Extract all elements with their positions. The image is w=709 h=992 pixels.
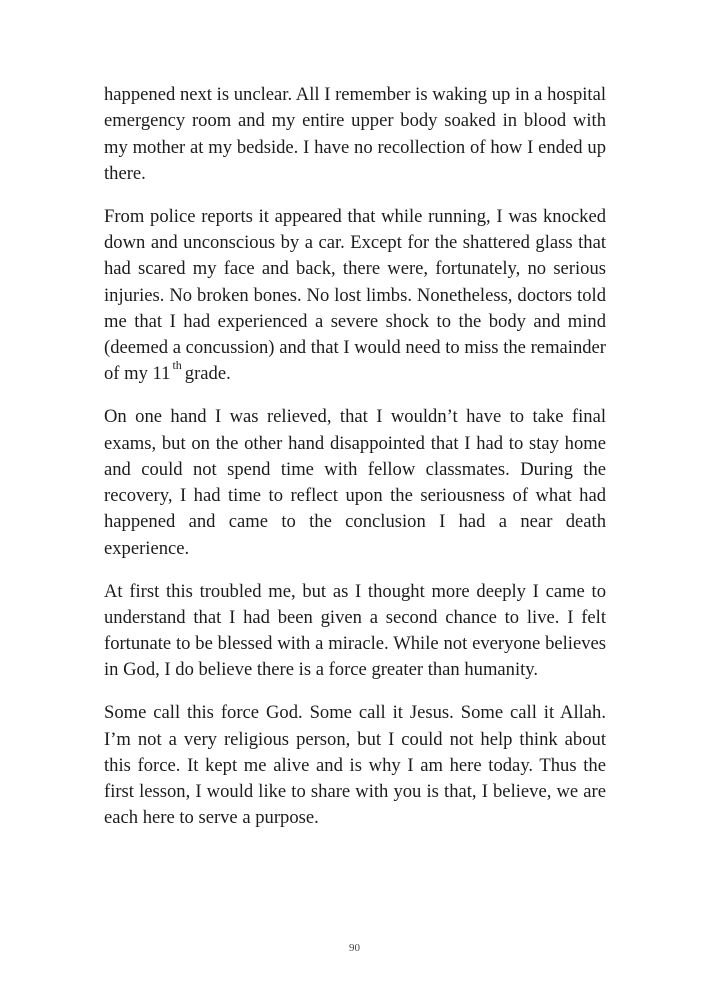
paragraph-3: On one hand I was relieved, that I wouldn’t have to take final exams, but on the other hand disappointed that I had to stay home and could not spend time with fellow classmates. During the recovery, I had time to reflect upon the seriousness of what had happened and came to the conclusion I had a near death experience. — [104, 406, 606, 559]
paragraph-1: happened next is unclear. All I remember is waking up in a hospital emergency room and my entire upper body soaked in blood with my mother at my bedside. I have no recollection of how I ended up there. — [104, 84, 606, 184]
body-text — [104, 82, 606, 848]
paragraph-2-end: grade. — [184, 363, 231, 385]
page-number: 90 — [349, 942, 360, 954]
paragraph-4: At first this troubled me, but as I thought more deeply I came to understand that I had been given a second chance to live. I felt fortunate to be blessed with a miracle. While not everyone believes in God, I do believe there is a force greater than humanity. — [104, 580, 606, 681]
paragraph-5: Some call this force God. Some call it Jesus. Some call it Allah. I’m not a very religious person, but I could not help think about this force. It kept me alive and is why I am here today. Thus the first lesson, I would like to share with you is that, I believe, we are each here to serve a purpose. — [104, 702, 606, 829]
ordinal-superscript: th — [172, 358, 182, 373]
paragraph-2-text: From police reports it appeared that while running, I was knocked down and unconscious by a car. Except for the shattered glass that had scared my face and back, there were, fortunately, no serious injuries. No broken bones. No lost limbs. Nonetheless, doctors told me that I had experienced a severe shock to the body and mind (deemed a concussion) and that I would need to miss the remainder of my 11 — [104, 205, 606, 385]
paragraph-2 — [104, 204, 606, 388]
